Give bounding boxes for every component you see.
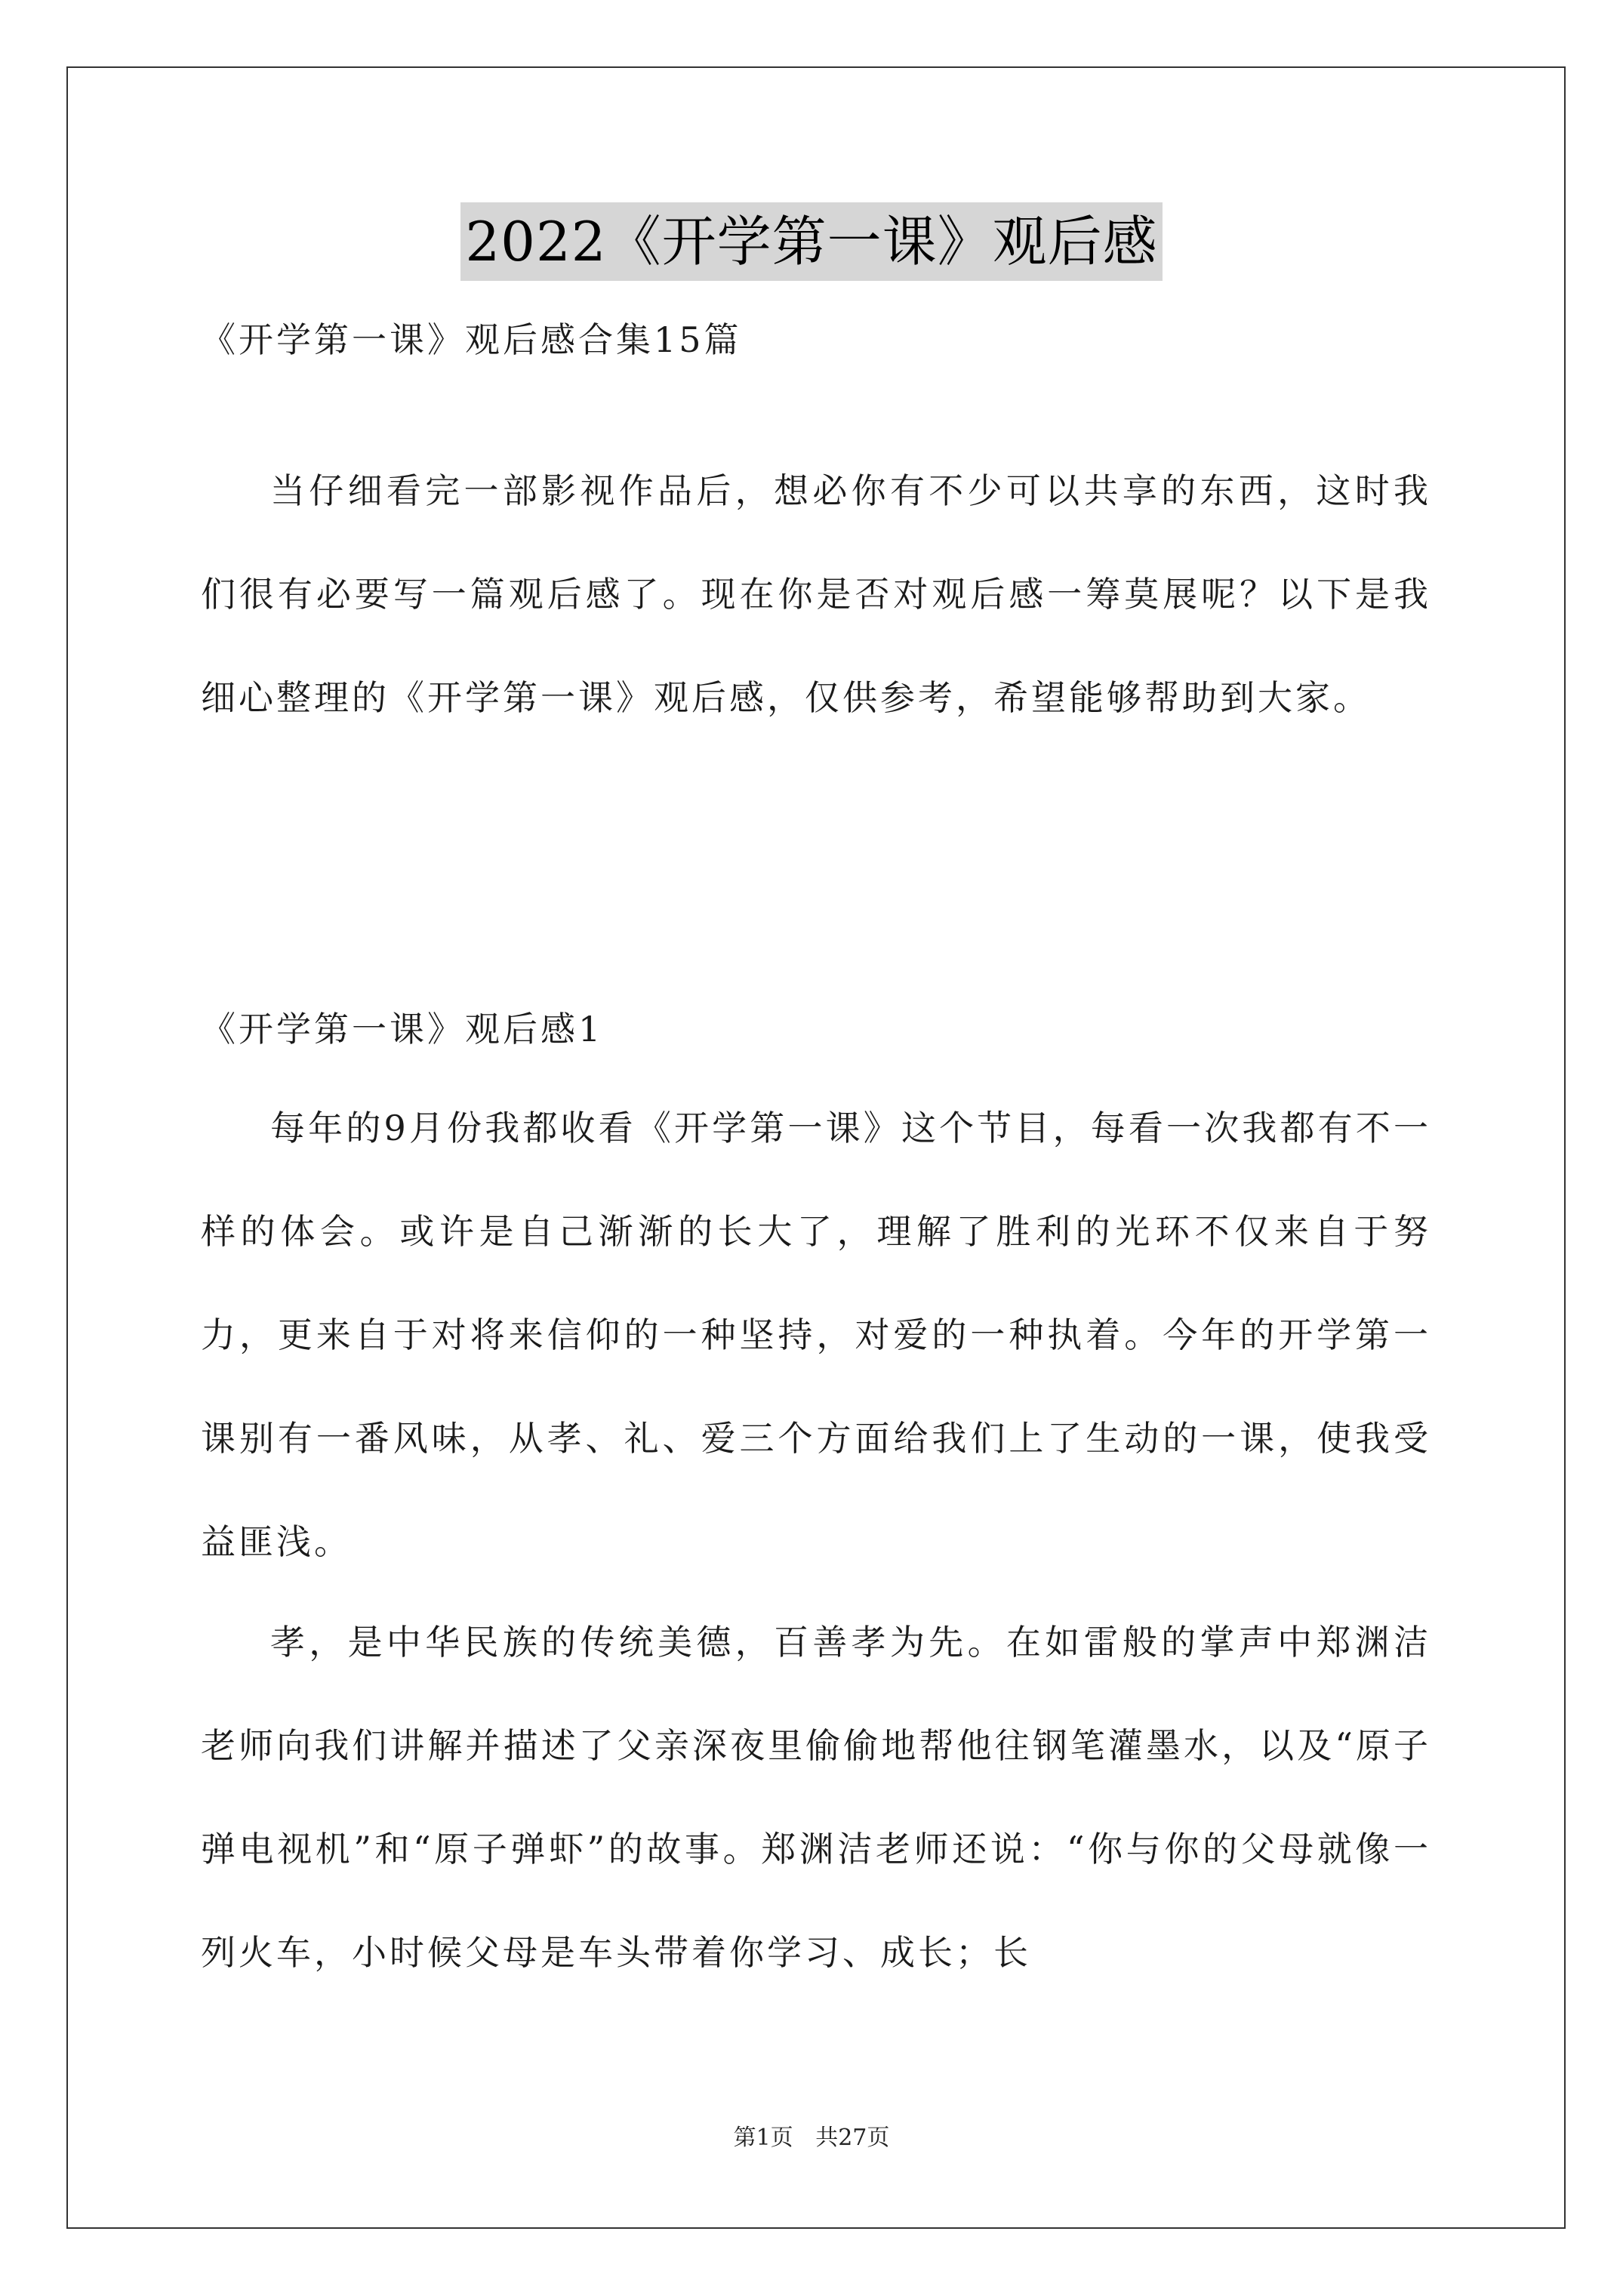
page-number: 第1页 — [733, 2125, 793, 2151]
document-title: 2022《开学第一课》观后感 — [460, 202, 1162, 281]
page-total: 共27页 — [815, 2125, 890, 2151]
document-subtitle: 《开学第一课》观后感合集15篇 — [201, 319, 742, 360]
body-paragraph: 孝，是中华民族的传统美德，百善孝为先。在如雷般的掌声中郑渊洁老师向我们讲解并描述了父亲深夜里偷偷地帮他往钢笔灌墨水，以及“原子弹电视机”和“原子弹虾”的故事。郑渊洁老师还说：“你与你的父母就像一列火车，小时候父母是车头带着你学习、成长；长 — [201, 1622, 1431, 1973]
body-paragraph: 每年的9月份我都收看《开学第一课》这个节目，每看一次我都有不一样的体会。或许是自己渐渐的长大了，理解了胜利的光环不仅来自于努力，更来自于对将来信仰的一种坚持，对爱的一种执着。今年的开学第一课别有一番风味，从孝、礼、爱三个方面给我们上了生动的一课，使我受益匪浅。 — [201, 1108, 1431, 1562]
page-footer — [0, 2123, 1623, 2153]
title-container — [0, 202, 1623, 281]
section-heading: 《开学第一课》观后感1 — [201, 1009, 604, 1049]
intro-paragraph: 当仔细看完一部影视作品后，想必你有不少可以共享的东西，这时我们很有必要写一篇观后感了。现在你是否对观后感一筹莫展呢？以下是我细心整理的《开学第一课》观后感，仅供参考，希望能够帮助到大家。 — [201, 470, 1431, 718]
